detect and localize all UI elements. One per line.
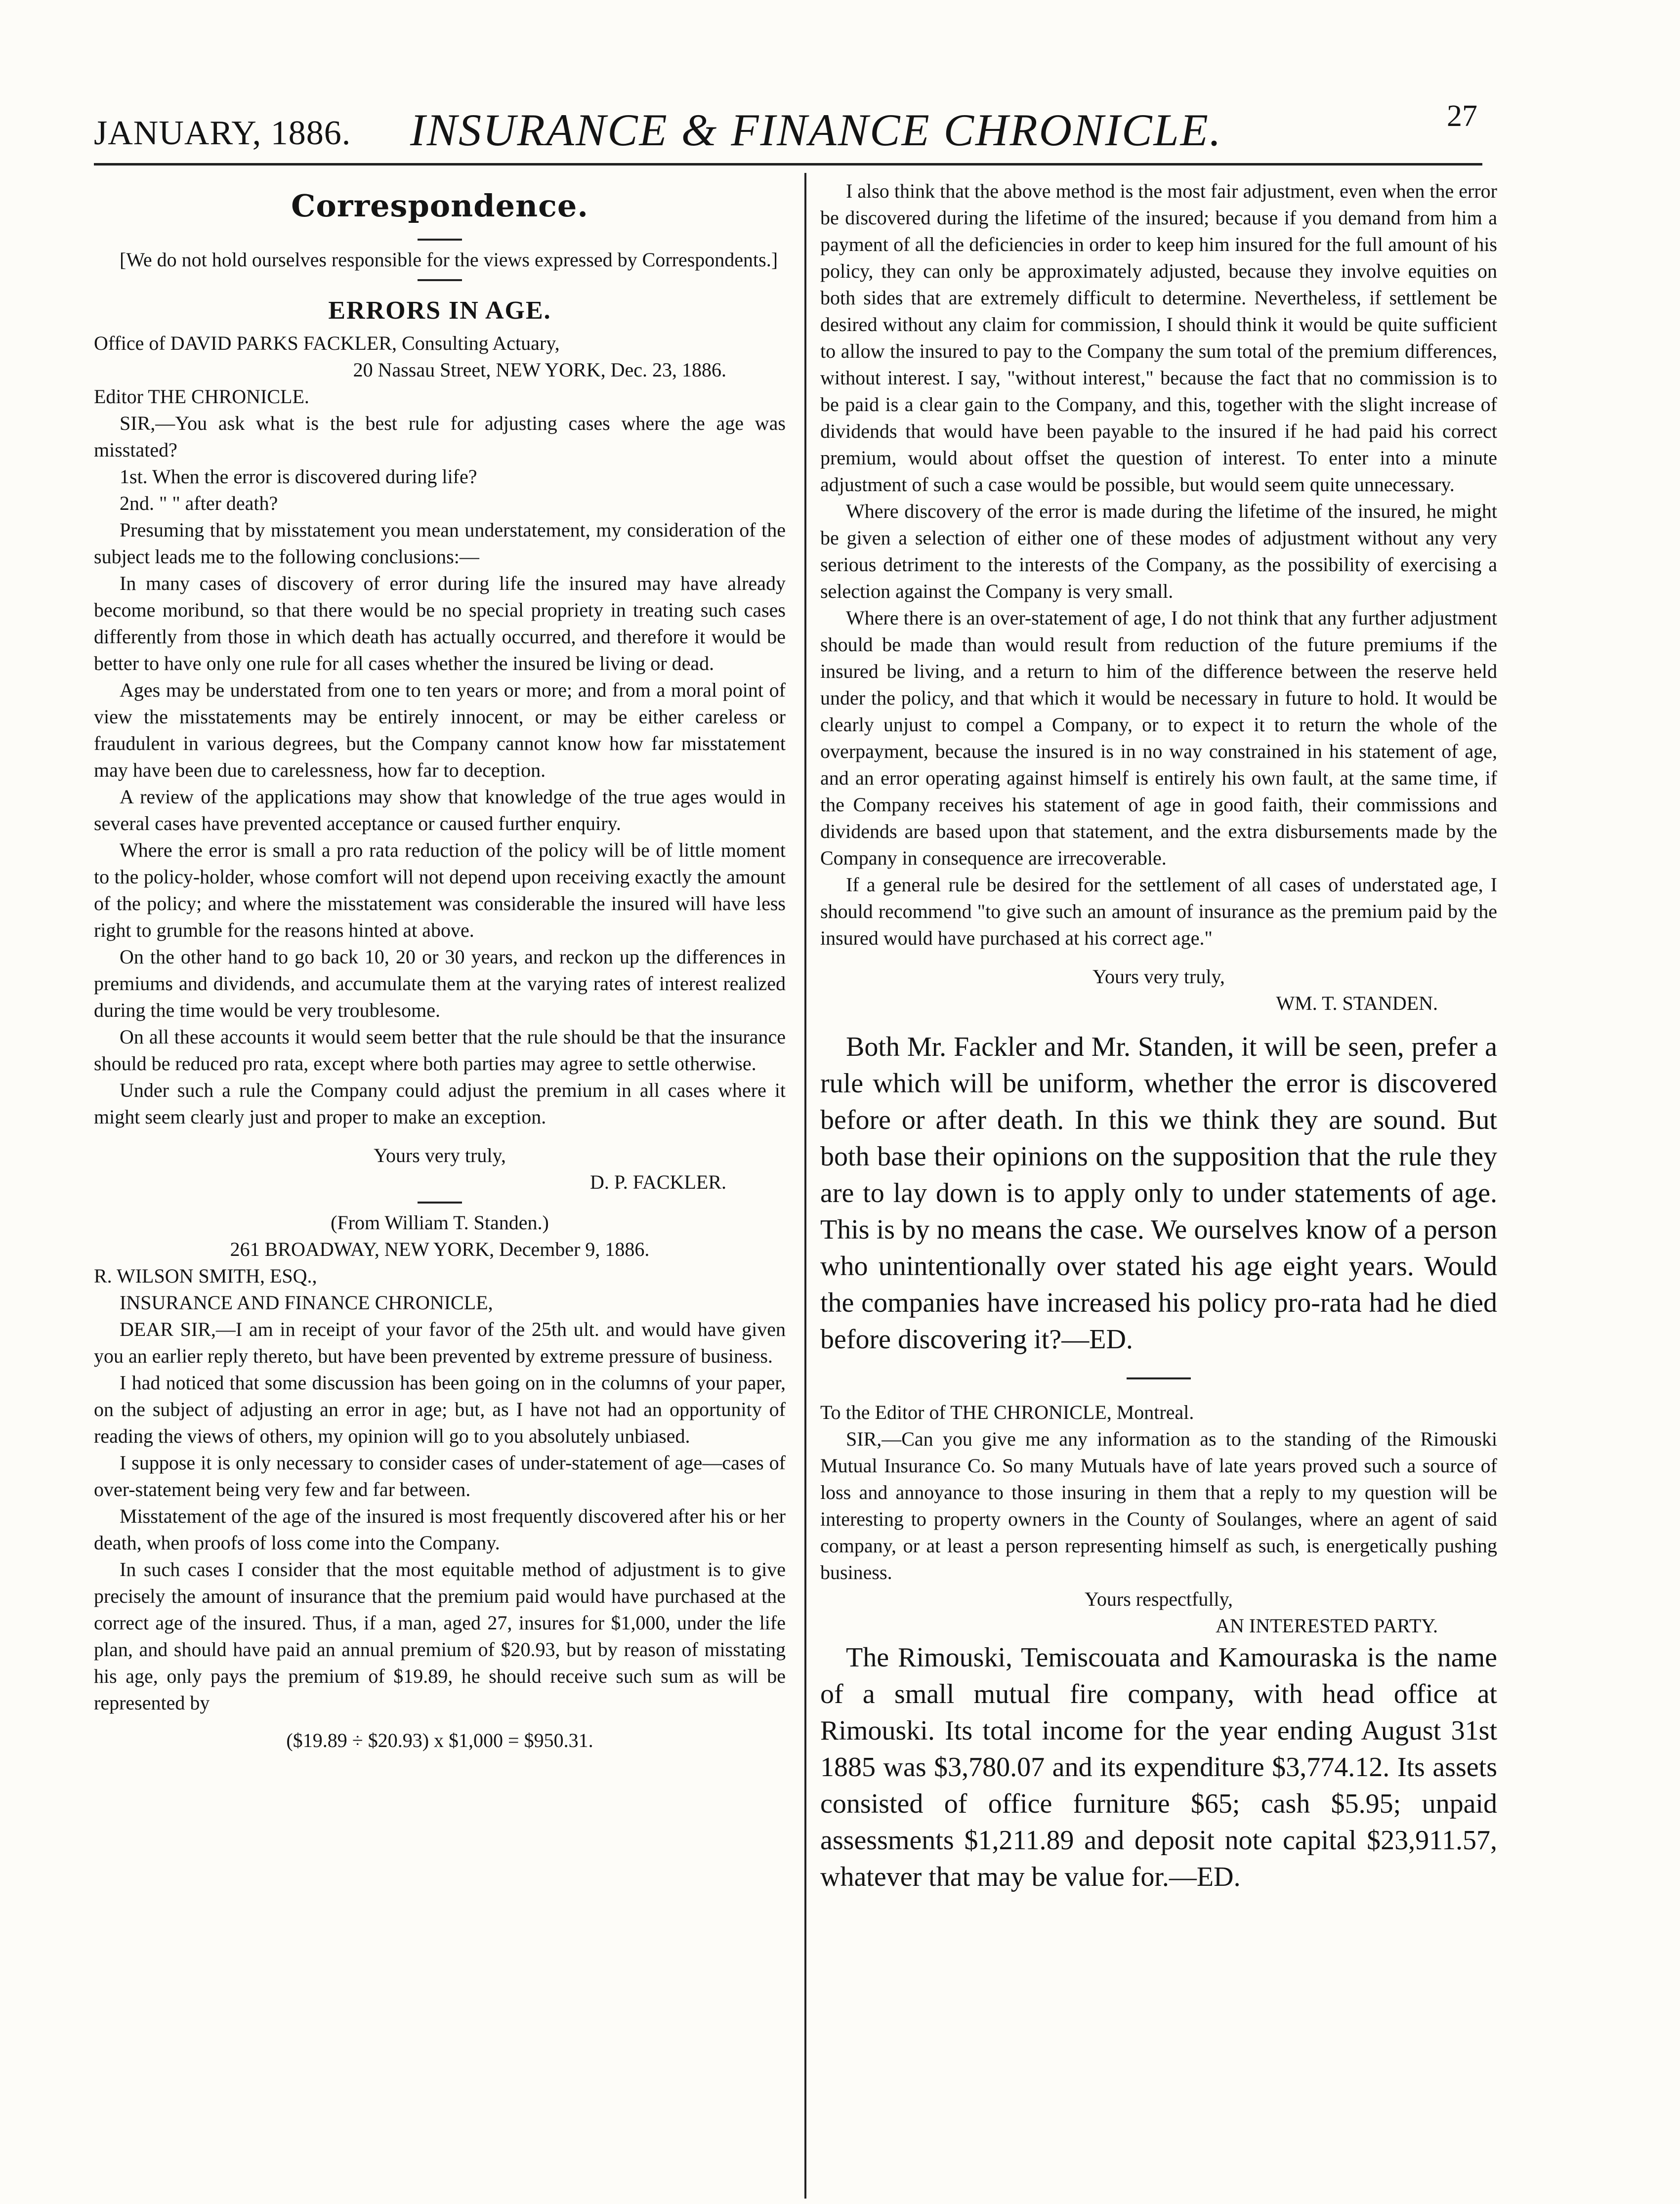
letter-to: To the Editor of THE CHRONICLE, Montreal. [820, 1401, 1194, 1423]
paragraph: I had noticed that some discussion has been going on in the columns of your paper, on the subject of adjusting an error in age; but, as I have not had an opportunity of reading the views of others, my opinion will go to you absolutely unbiased. [94, 1372, 786, 1447]
paragraph: I suppose it is only necessary to consider cases of under-statement of age—cases of over-statement being very few and far between. [94, 1452, 786, 1500]
paragraph: In such cases I consider that the most equitable method of adjustment is to give precisely the amount of insurance that the premium paid would have purchased at the correct age of the insured. Thus, if a man, aged 27, insures for $1,000, under the life plan, and should have paid an annual premium of $20.93, but by reason of misstating his age, only pays the premium of $19.89, he should receive such sum as will be represented by [94, 1558, 786, 1714]
paragraph: On all these accounts it would seem better that the rule should be that the insurance should be reduced pro rata, except where both parties may agree to settle otherwise. [94, 1026, 786, 1075]
paragraph: If a general rule be desired for the settlement of all cases of understated age, I should recommend "to give such an amount of insurance as the premium paid by the insured would have purchased at his correct age." [820, 873, 1497, 949]
section-title: Correspondence. [291, 188, 588, 224]
issue-date: JANUARY, 1886. [94, 114, 351, 152]
article-title: ERRORS IN AGE. [328, 296, 551, 325]
paragraph: DEAR SIR,—I am in receipt of your favor of the 25th ult. and would have given you an earlier reply thereto, but have been prevented by extreme pressure of business. [94, 1318, 786, 1367]
left-column [94, 178, 786, 2154]
paragraph: Where the error is small a pro rata reduction of the policy will be of little moment to the policy-holder, whose comfort will not depend upon receiving exactly the amount of the policy; and where the misstatement was considerable the insured will have less right to grumble for the reasons hinted at above. [94, 839, 786, 941]
letter-recipient-org: INSURANCE AND FINANCE CHRONICLE, [120, 1291, 493, 1314]
paragraph: On the other hand to go back 10, 20 or 30 years, and reckon up the differences in premiums and dividends, and accumulate them at the varying rates of interest realized during the time would be very troublesome. [94, 946, 786, 1021]
signature: AN INTERESTED PARTY. [1216, 1615, 1438, 1637]
signature: WM. T. STANDEN. [1276, 992, 1438, 1014]
paragraph: I also think that the above method is the most fair adjustment, even when the error be discovered during the lifetime of the insured; because if you demand from him a payment of all the deficiencies in order to keep him insured for the full amount of his policy, they can only be approximately adjusted, because they involve equities on both sides that are extremely difficult to determine. Nevertheless, if settlement be desired without any claim for commission, I should think it would be quite sufficient to allow the insured to pay to the Company the sum total of the premium differences, without interest. I say, "without interest," because the fact that no commission is to be paid is a clear gain to the Company, and this, together with the slight increase of dividends that would have been payable to the insured if he had paid his correct premium, would about offset the question of interest. To enter into a minute adjustment of such a case would be possible, but would seem quite unnecessary. [820, 180, 1497, 496]
closing: Yours very truly, [374, 1144, 506, 1166]
paragraph: In many cases of discovery of error during life the insured may have already become moribund, so that there would be no special propriety in treating such cases differently from those in which death has actually occurred, and therefore it would be better to have only one rule for all cases whether the insured be living or dead. [94, 572, 786, 674]
paragraph: SIR,—You ask what is the best rule for adjusting cases where the age was misstated? [94, 412, 786, 461]
fackler-address: 20 Nassau Street, NEW YORK, Dec. 23, 1886. [353, 359, 726, 381]
letter-address: 261 BROADWAY, NEW YORK, December 9, 1886. [230, 1238, 650, 1260]
letter-attribution: (From William T. Standen.) [331, 1211, 549, 1234]
fackler-salutation: Editor THE CHRONICLE. [94, 385, 309, 408]
formula: ($19.89 ÷ $20.93) x $1,000 = $950.31. [286, 1729, 593, 1751]
paragraph: Where there is an over-statement of age, I do not think that any further adjustment should be made than would result from reduction of the future premiums if the insured be living, and a return to him of the difference between the reserve held under the policy, and that which it would be necessary in future to hold. It would be clearly unjust to compel a Company, or to expect it to return the whole of the overpayment, because the insured is in no way constrained in his statement of age, and an error operating against himself is entirely his own fault, at the same time, if the Company receives his statement of age in good faith, their commissions and dividends are based upon that statement, and the extra disbursements made by the Company in consequence are irrecoverable. [820, 607, 1497, 869]
fackler-office: Office of DAVID PARKS FACKLER, Consulting Actuary, [94, 332, 560, 354]
disclaimer-rule [418, 279, 462, 281]
right-column [820, 178, 1497, 2179]
disclaimer: [We do not hold ourselves responsible for the views expressed by Correspondents.] [120, 249, 778, 271]
page-header [94, 84, 1477, 158]
publication-title: INSURANCE & FINANCE CHRONICLE. [410, 105, 1222, 155]
separator-rule [1127, 1377, 1191, 1379]
editor-reply: The Rimouski, Temiscouata and Kamouraska is the name of a small mutual fire company, with head office at Rimouski. Its total income for the year ending August 31st 1885 was $3,780.07 and its expenditure $3,774.12. Its assets consisted of office furniture $65; cash $5.95; unpaid assessments $1,211.89 and deposit note capital $23,911.57, whatever that may be value for.—ED. [820, 1642, 1497, 1892]
letter-body: SIR,—Can you give me any information as to the standing of the Rimouski Mutual Insurance Co. So many Mutuals have of late years proved such a source of loss and annoyance to those insuring in them that a reply to my question will be interesting to property owners in the County of Soulanges, where an agent of said company, or at least a person representing himself as such, is energetically pushing business. [820, 1428, 1497, 1583]
paragraph: 2nd. " " after death? [120, 492, 278, 514]
letter-recipient: R. WILSON SMITH, ESQ., [94, 1265, 317, 1287]
title-rule [418, 239, 462, 241]
letter-rule [418, 1202, 462, 1204]
column-divider [804, 173, 806, 2199]
closing: Yours respectfully, [1085, 1588, 1233, 1610]
page-number: 27 [1447, 99, 1477, 133]
paragraph: 1st. When the error is discovered during life? [120, 465, 477, 488]
closing: Yours very truly, [1092, 965, 1225, 988]
paragraph: Under such a rule the Company could adjust the premium in all cases where it might seem clearly just and proper to make an exception. [94, 1079, 786, 1128]
paragraph: Ages may be understated from one to ten years or more; and from a moral point of view the misstatements may be entirely innocent, or may be either careless or fraudulent in various degrees, but the Company cannot know how far misstatement may have been due to carelessness, how far to deception. [94, 679, 786, 781]
paragraph: Where discovery of the error is made during the lifetime of the insured, he might be given a selection of either one of these modes of adjustment without any very serious detriment to the interests of the Company, as the possibility of exercising a selection against the Company is very small. [820, 500, 1497, 602]
paragraph: Misstatement of the age of the insured is most frequently discovered after his or her death, when proofs of loss come into the Company. [94, 1505, 786, 1554]
editor-note: Both Mr. Fackler and Mr. Standen, it will be seen, prefer a rule which will be uniform, whether the error is discovered before or after death. In this we think they are sound. But both base their opinions on the supposition that the rule they are to lay down is to apply only to under statements of age. This is by no means the case. We ourselves know of a person who unintentionally over stated his age eight years. Would the companies have increased his policy pro-rata had he died before discovering it?—ED. [820, 1032, 1497, 1355]
signature: D. P. FACKLER. [590, 1171, 726, 1193]
paragraph: Presuming that by misstatement you mean understatement, my consideration of the subject leads me to the following conclusions:— [94, 519, 786, 568]
paragraph: A review of the applications may show that knowledge of the true ages would in several cases have prevented acceptance or caused further enquiry. [94, 786, 786, 834]
header-rule [94, 163, 1482, 166]
